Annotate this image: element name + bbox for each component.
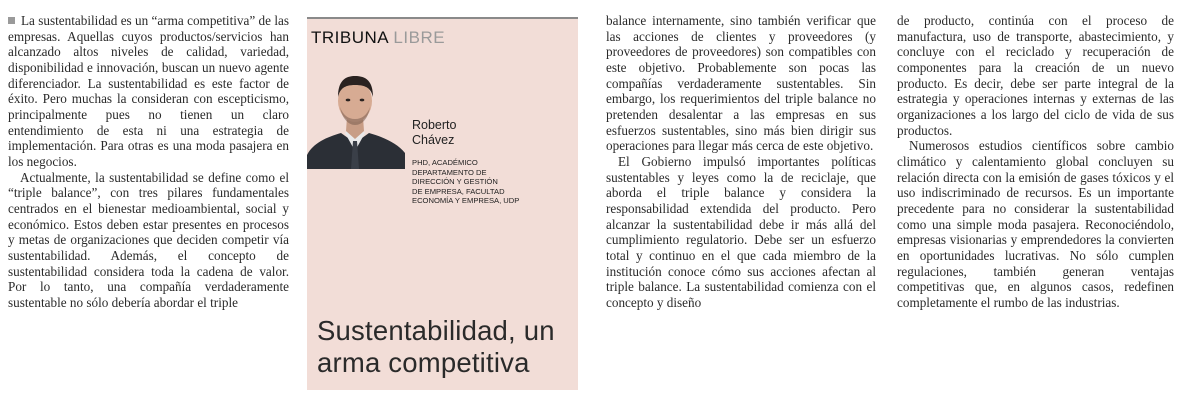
paragraph: balance internamente, sino también verificar que las acciones de clientes y proveedores (y proveedores de proveedores) son compatibles con este objetivo. Probablemente son pocas las compañías verdaderamente sustentables. Sin embargo, los requerimientos del triple balance no pretenden desalentar a las empresas en sus esfuerzos sustentables, sino más bien dirigir sus operaciones para llegar más cerca de este objetivo.	[606, 13, 876, 154]
author-bio-line: DE EMPRESA, FACULTAD	[412, 186, 505, 196]
author-bio-line: DEPARTAMENTO DE	[412, 167, 487, 177]
paragraph: Actualmente, la sustentabilidad se define como el “triple balance”, con tres pilares fundamentales centrados en el bienestar medioambiental, social y económico. Estos deben estar presentes en procesos y metas de organizaciones que deciden competir vía sustentabilidad. Además, el concepto de sustentabilidad considera toda la cadena de valor. Por lo tanto, una compañía verdaderamente sustentable no sólo debería abordar el triple	[8, 169, 289, 310]
author-first-name: Roberto	[412, 118, 457, 132]
headline-line: arma competitiva	[317, 347, 530, 378]
paragraph-text: La sustentabilidad es un “arma competitiva” de las empresas. Aquellas cuyos productos/servicios han alcanzado altos niveles de calidad, variedad, disponibilidad e innovación, buscan un nuevo agente diferenciador. La sustentabilidad es este factor de éxito. Pero muchas la consideran con escepticismo, principalmente pues no tienen un claro entendimiento de esta ni una estrategia de implementación. Para otras es una moda pasajera en los negocios.	[8, 13, 289, 169]
tribuna-panel	[307, 17, 578, 390]
section-label-main: TRIBUNA	[311, 28, 389, 47]
panel-top-rule	[307, 17, 578, 19]
section-label-sub: LIBRE	[393, 28, 446, 47]
author-last-name: Chávez	[412, 133, 455, 147]
author-bio-line: DIRECCIÓN Y GESTIÓN	[412, 177, 498, 187]
author-portrait-icon	[307, 59, 405, 169]
author-photo	[307, 59, 405, 169]
paragraph: Numerosos estudios científicos sobre cambio climático y calentamiento global concluyen su relación directa con la emisión de gases tóxicos y el uso indiscriminado de recursos. Es un importante precedente para no considerar la sustentabilidad como una simple moda pasajera. Reconociéndolo, empresas visionarias y emprendedores la convierten en oportunidades lucrativas. No sólo cumplen regulaciones, también generan ventajas competitivas que, en algunos casos, redefinen completamente el rumbo de las industrias.	[897, 138, 1174, 310]
article-column-4	[897, 13, 1174, 310]
author-bio-line: ECONOMÍA Y EMPRESA, UDP	[412, 196, 520, 206]
author-name	[412, 118, 562, 148]
paragraph: de producto, continúa con el proceso de manufactura, uso de transporte, abastecimiento, y concluye con el reciclado y recuperación de componentes para la creación de un nuevo producto. Es decir, debe ser parte integral de la estrategia y operaciones internas y externas de las organizaciones a los largo del ciclo de vida de sus productos.	[897, 13, 1174, 138]
section-label	[311, 28, 445, 48]
paragraph: El Gobierno impulsó importantes políticas sustentables y leyes como la de reciclaje, que aborda el triple balance y considera la responsabilidad extendida del producto. Pero alcanzar la sustentabilidad debe ir más allá del cumplimiento regulatorio. Debe ser un esfuerzo total y continuo en el que cada miembro de la institución conoce cómo sus acciones afectan al triple balance. La sustentabilidad comienza con el concepto y diseño	[606, 153, 876, 310]
headline-line: Sustentabilidad, un	[317, 315, 555, 346]
author-bio-line: PHD, ACADÉMICO	[412, 158, 478, 167]
author-bio	[412, 158, 577, 206]
article-column-1	[8, 13, 289, 310]
paragraph	[8, 13, 289, 170]
article-column-3	[606, 13, 876, 310]
article-headline	[317, 315, 577, 379]
square-bullet-icon	[8, 17, 15, 24]
